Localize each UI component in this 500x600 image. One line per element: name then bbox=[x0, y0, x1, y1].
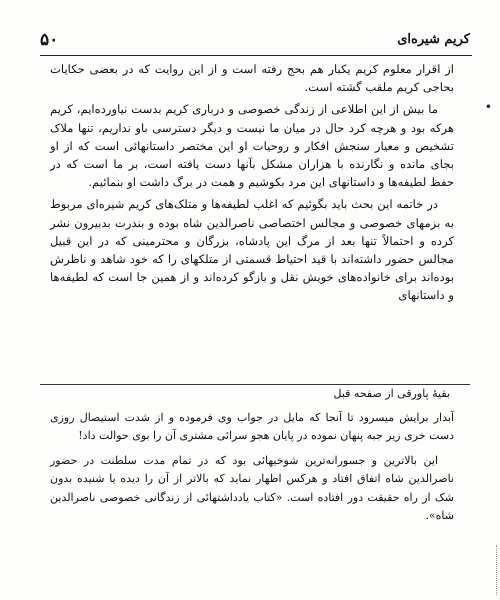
paragraph: از اقرار معلوم کریم یکبار هم بحج رفته است و از این روایت که در بعضی حکایات بحاجی کریم ملقب گشته است. bbox=[50, 62, 454, 95]
main-text bbox=[50, 60, 454, 309]
footnote-heading: بقیهٔ پاورقی از صفحه قبل bbox=[333, 387, 450, 400]
footnote-rule bbox=[40, 384, 470, 385]
running-title: کریم شیره‌ای bbox=[397, 32, 470, 47]
header-rule bbox=[40, 55, 472, 56]
footnote-text bbox=[50, 409, 454, 531]
footnote-paragraph: این بالاترین و جسورانه‌ترین شوخیهائی بود که در تمام مدت سلطنت در حضور ناصرالدین شاه اتفاق افتاد و هرکس اظهار نماید که بالاتر از آن را دیده یا شنیده بدون شک از راه حقیقت دور افتاده است. «کتاب یادداشتهائی از زندگانی خصوصی ناصرالدین شاه». bbox=[50, 453, 454, 523]
margin-mark: • bbox=[484, 100, 492, 114]
paragraph: در خاتمه این بحث باید بگوئیم که اغلب لطیفه‌ها و متلک‌های کریم شیره‌ای مربوط به بزمهای خصوصی و مجالس اختصاصی ناصرالدین شاه بوده و بندرت بدبیرون نشر کرده و احتمالاً تنها بعد از مرگ این پادشاه، بزرگان و محترمینی که در این قبیل مجالس حضور داشته‌اند با قید احتیاط قسمتی از متلکهای را که خود شاهد و ناظرش بوده‌اند برای خانواده‌های خویش نقل و بازگو کرده‌اند و از همین جا است که لطیفه‌ها و داستانهای bbox=[50, 197, 454, 303]
page-header bbox=[40, 30, 470, 52]
page-number: ۵۰ bbox=[40, 30, 59, 50]
paragraph: ما بیش از این اطلاعی از زندگی خصوصی و درباری کریم بدست نیاورده‌ایم، کریم هرکه بود و هرچه کرد حال در میان ما نیست و دیگر دسترسی باو نداریم، تنها ملاک تشخیص و معیار سنجش افکار و روحیات او این مختصر داستانهائی است که از او بجای مانده و نگارنده با هزاران مشکل بآنها دست یافته است، بر ما است که در حفظ لطیفه‌ها و داستانهای این مرد بکوشیم و همت در برگ داشت او بنمائیم. bbox=[50, 102, 454, 190]
footnote-paragraph: آبدار برایش میسرود تا آنجا که مایل در جواب وی فرموده و از شدت استیصال روزی دست خری زیر جبه پنهان نموده در پایان هجو سرائی مشتری آن را بوی حوالت داد! bbox=[50, 411, 454, 443]
scan-edge-marks bbox=[494, 545, 497, 595]
